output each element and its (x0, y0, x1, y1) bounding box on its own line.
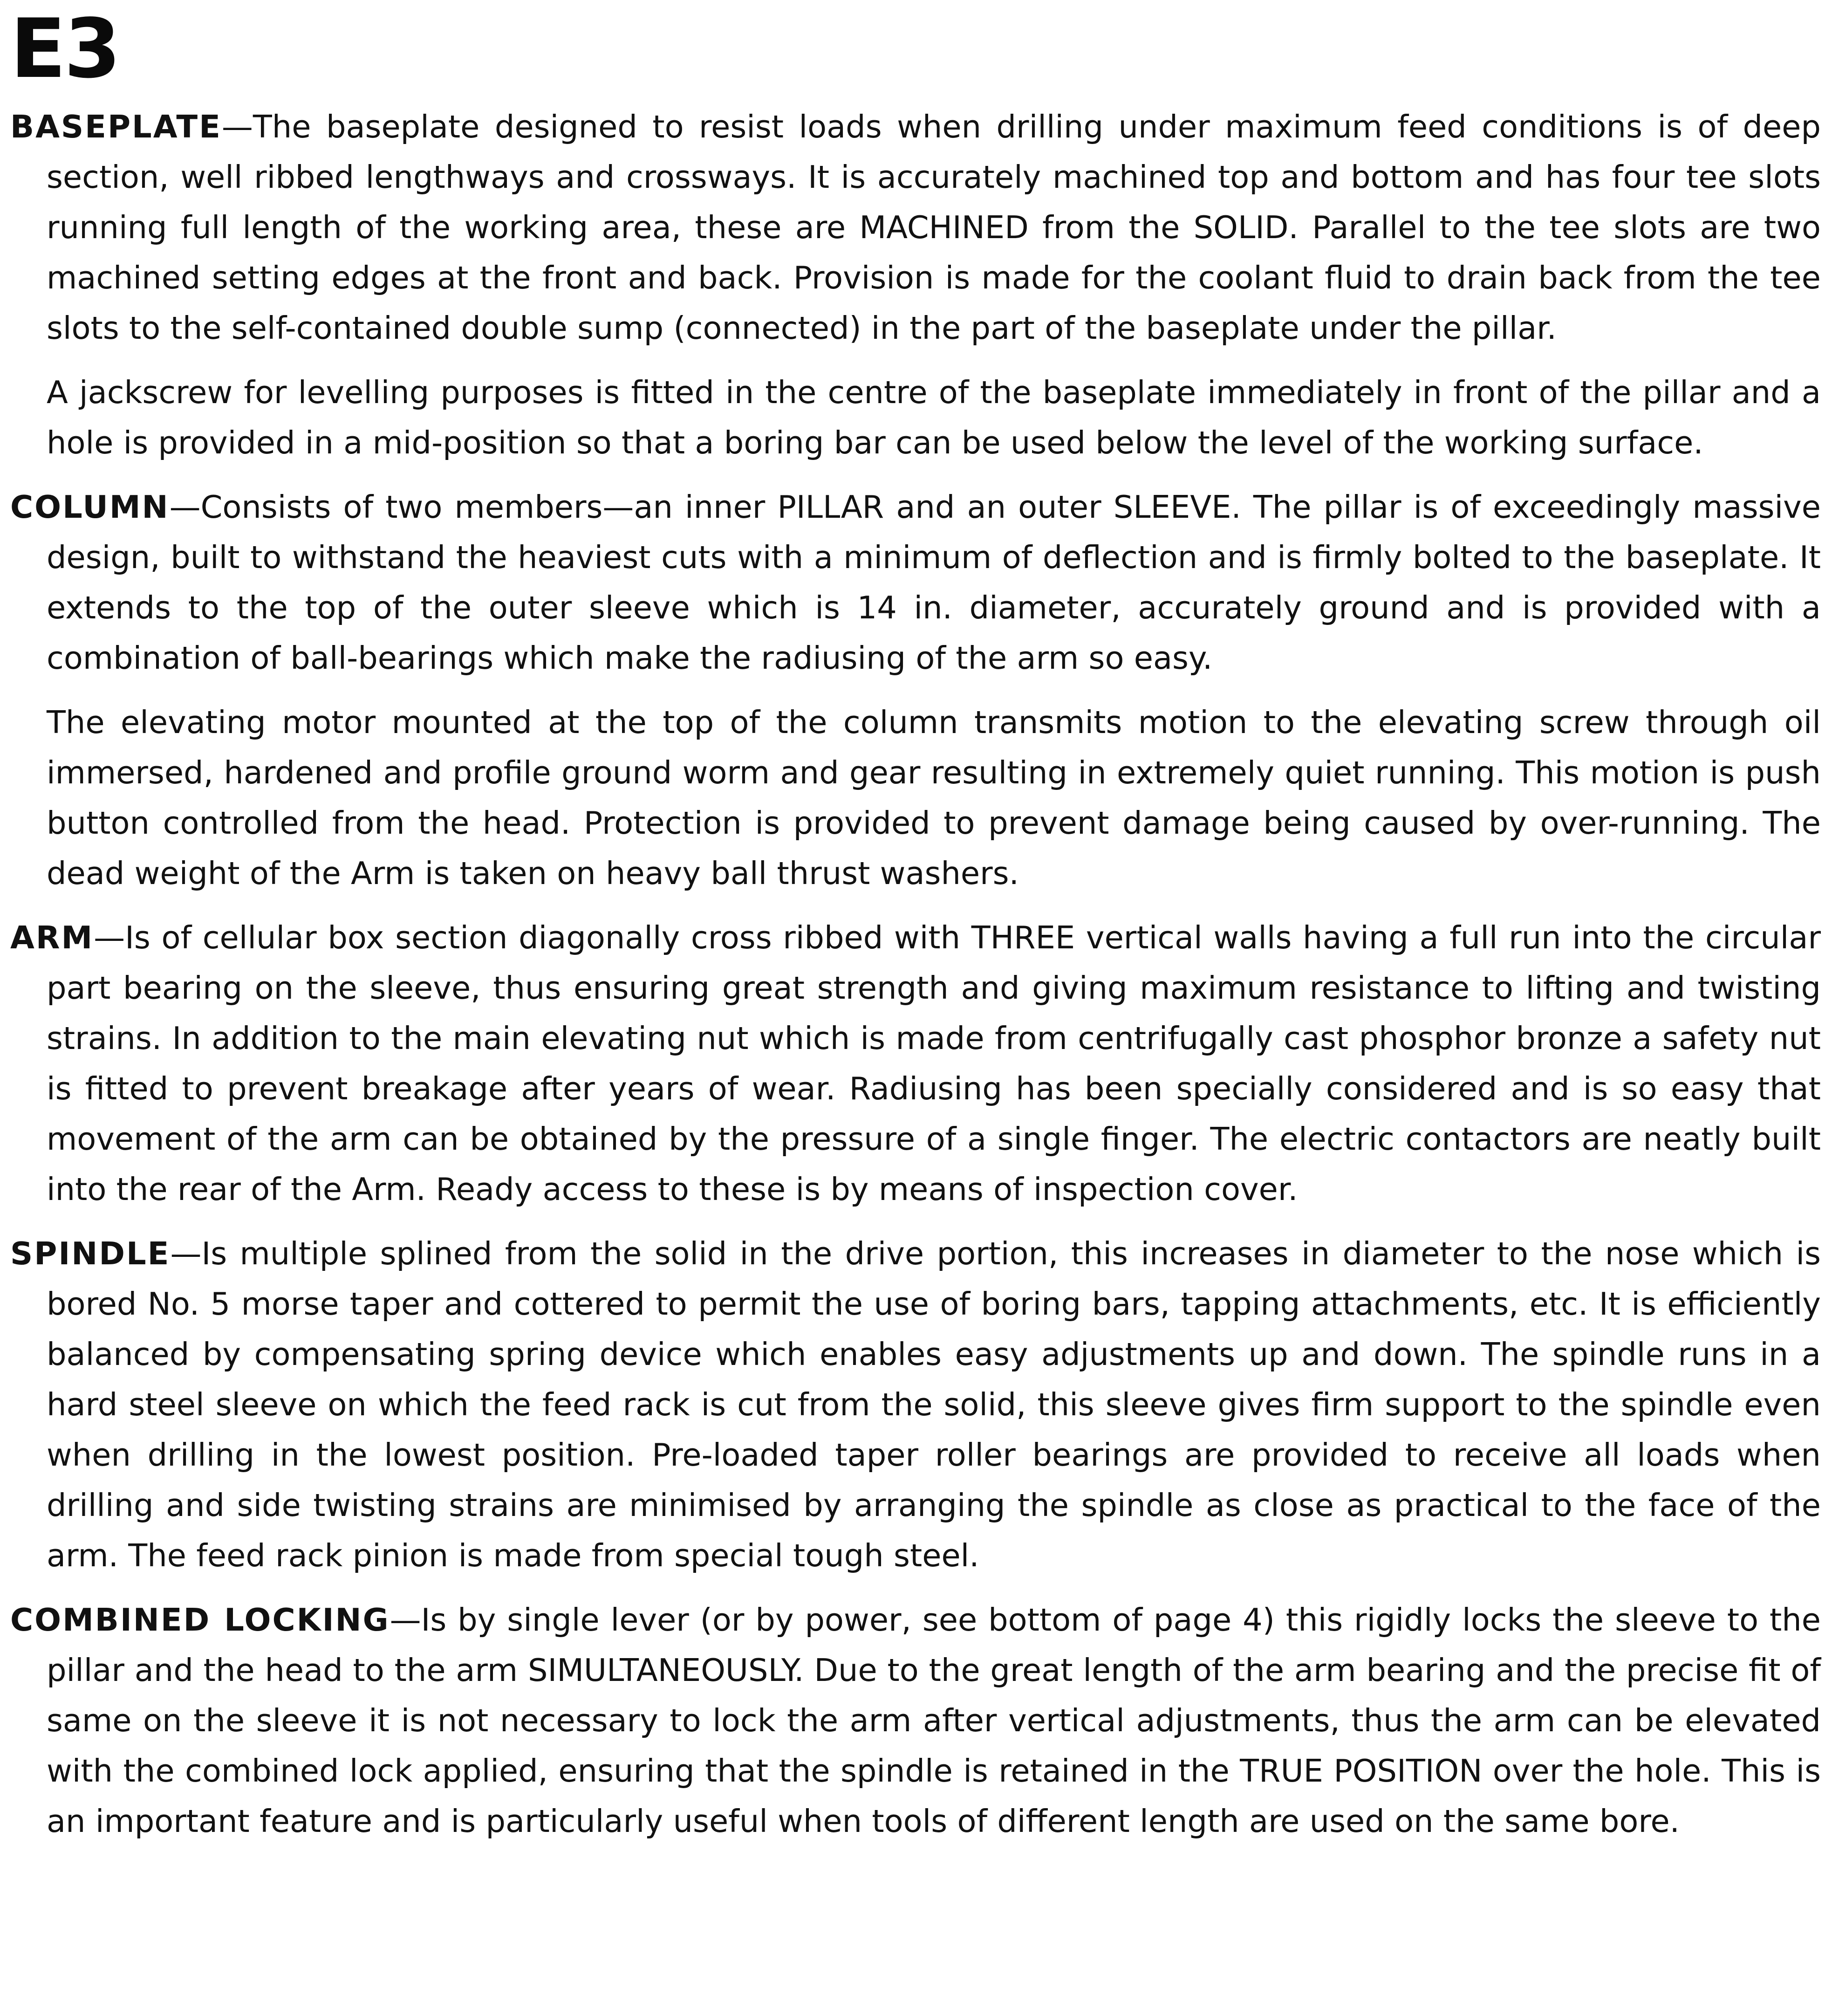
section-heading: ARM (10, 919, 94, 956)
section-heading: COLUMN (10, 489, 170, 525)
section-paragraph: The elevating motor mounted at the top of the column transmits motion to the elevating screw through oil immersed, hardened and profile ground worm and gear resulting in extremely quiet running. This motion is push button controlled from the head. Protection is provided to prevent damage being caused by over-running. The dead weight of the Arm is taken on heavy ball thrust washers. (47, 704, 1821, 891)
section-baseplate (10, 102, 1821, 468)
section-paragraph (10, 482, 1821, 683)
section-spindle (10, 1228, 1821, 1581)
paragraph-text: —The baseplate designed to resist loads when drilling under maximum feed conditions is of deep section, well ribbed lengthways and crossways. It is accurately machined top and bottom and has four tee slots running full length of the working area, these are MACHINED from the SOLID. Parallel to the tee slots are two machined setting edges at the front and back. Provision is made for the coolant fluid to drain back from the tee slots to the self-contained double sump (connected) in the part of the baseplate under the pillar. (47, 109, 1821, 346)
section-paragraph (10, 1595, 1821, 1846)
page-id: E3 (10, 2, 119, 96)
paragraph-text: —Is of cellular box section diagonally cross ribbed with THREE vertical walls having a full run into the circular part bearing on the sleeve, thus ensuring great strength and giving maximum resistance to lifting and twisting strains. In addition to the main elevating nut which is made from centrifugally cast phosphor bronze a safety nut is fitted to prevent breakage after years of wear. Radiusing has been specially considered and is so easy that movement of the arm can be obtained by the pressure of a single finger. The electric contactors are neatly built into the rear of the Arm. Ready access to these is by means of inspection cover. (47, 919, 1821, 1207)
section-paragraph (10, 1228, 1821, 1581)
section-heading: COMBINED LOCKING (10, 1602, 390, 1638)
section-paragraph: A jackscrew for levelling purposes is fitted in the centre of the baseplate immediately in front of the pillar and a hole is provided in a mid-position so that a boring bar can be used below the level of the working surface. (47, 374, 1821, 461)
section-column (10, 482, 1821, 898)
paragraph-text: —Consists of two members—an inner PILLAR and an outer SLEEVE. The pillar is of exceedingly massive design, built to withstand the heaviest cuts with a minimum of deflection and is firmly bolted to the baseplate. It extends to the top of the outer sleeve which is 14 in. diameter, accurately ground and is provided with a combination of ball-bearings which make the radiusing of the arm so easy. (47, 489, 1821, 676)
section-combined-locking (10, 1595, 1821, 1846)
section-paragraph (10, 102, 1821, 353)
paragraph-text: —Is by single lever (or by power, see bottom of page 4) this rigidly locks the sleeve to the pillar and the head to the arm SIMULTANEOUSLY. Due to the great length of the arm bearing and the precise fit of same on the sleeve it is not necessary to lock the arm after vertical adjustments, thus the arm can be elevated with the combined lock applied, ensuring that the spindle is retained in the TRUE POSITION over the hole. This is an important feature and is particularly useful when tools of different length are used on the same bore. (47, 1602, 1821, 1839)
section-paragraph (10, 912, 1821, 1214)
section-heading: SPINDLE (10, 1235, 171, 1272)
section-heading: BASEPLATE (10, 109, 222, 145)
document-body (10, 102, 1821, 1860)
section-arm (10, 912, 1821, 1214)
paragraph-text: —Is multiple splined from the solid in the drive portion, this increases in diameter to the nose which is bored No. 5 morse taper and cottered to permit the use of boring bars, tapping attachments, etc. It is efficiently balanced by compensating spring device which enables easy adjustments up and down. The spindle runs in a hard steel sleeve on which the feed rack is cut from the solid, this sleeve gives firm support to the spindle even when drilling in the lowest position. Pre-loaded taper roller bearings are provided to receive all loads when drilling and side twisting strains are minimised by arranging the spindle as close as practical to the face of the arm. The feed rack pinion is made from special tough steel. (47, 1235, 1821, 1574)
